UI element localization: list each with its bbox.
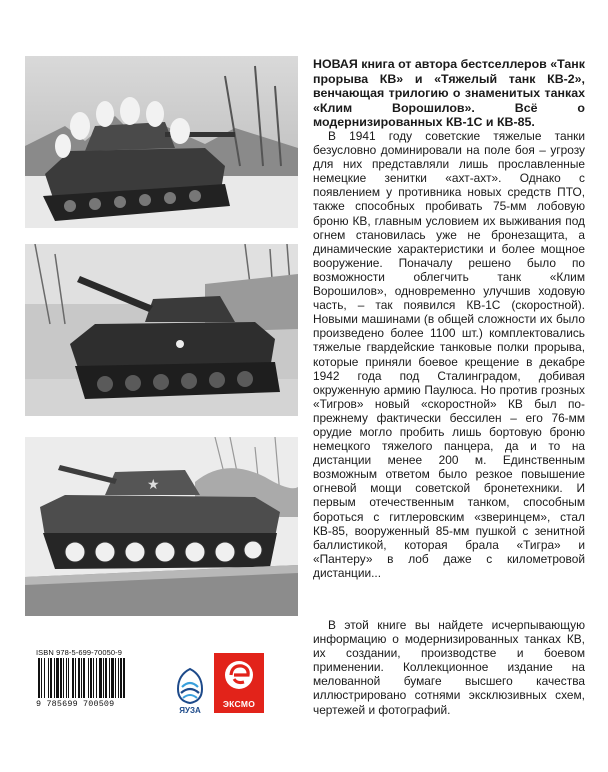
barcode-bar [44,658,45,698]
barcode-bar [48,658,49,698]
barcode-bar [115,658,116,698]
barcode-bar [75,658,76,698]
eksmo-logo-text: ЭКСМО [222,699,256,709]
barcode-bar [63,658,64,698]
barcode-bar [38,658,40,698]
yauza-emblem-icon [172,667,208,705]
intro-blurb: НОВАЯ книга от автора бестселлеров «Танк прорыва КВ» и «Тяжелый танк КВ-2», венчающая трилогию о знаменитых танках «Клим Ворошилов». Всё о модернизированных КВ-1С и КВ-85. [313,57,585,130]
barcode-bar [83,658,85,698]
yauza-logo-text: ЯУЗА [179,706,201,715]
barcode-bar [68,658,69,698]
barcode-bar [50,658,52,698]
description-paragraph-2: В этой книге вы найдете исчерпывающую информацию о модернизированных танках КВ, их создании, производстве и боевом применении. Коллекционное издание на мелованной бумаге высшего качества иллюстрировано сотнями эксклюзивных схем, чертежей и фотографий. [313,618,585,717]
photo-tank-kv85 [25,244,298,416]
barcode-bar [96,658,97,698]
barcode-bar [103,658,104,698]
barcode-bar [123,658,125,698]
barcode-bar [88,658,89,698]
barcode-bar [41,658,42,698]
isbn-number: ISBN 978-5-699-70050-9 [36,648,123,657]
barcode-bar [118,658,119,698]
barcode-bar [54,658,55,698]
yauza-logo [172,667,208,715]
barcode-bar [105,658,107,698]
barcode-bar [99,658,102,698]
barcode-bar [56,658,59,698]
photo-tank-winter [25,56,298,228]
barcode-bar [111,658,114,698]
barcode-bar [81,658,82,698]
barcode-bar [60,658,62,698]
barcode-bar [66,658,67,698]
photo-tank-monument [25,437,298,616]
barcode-bars [36,658,166,698]
svg-text:★: ★ [147,476,160,492]
eksmo-emblem-icon [214,653,264,699]
barcode-bar [90,658,92,698]
barcode-bar [78,658,80,698]
isbn-barcode [36,648,166,710]
description-paragraph-1: В 1941 году советские тяжелые танки безусловно доминировали на поле боя – угрозу для них представляли лишь прославленные немецкие зенитки «ахт-ахт». Однако с появлением у противника новых средств ПТО, также способных пробивать 75-мм лобовую броню КВ, главным условием их выживания под огнем становилась уже не бронезащита, а динамические характеристики и более мощное вооружение. Поначалу решено было по возможности облегчить танк «Клим Ворошилов», одновременно улучшив ходовую часть, – так появился КВ-1С (скоростной). Новыми машинами (в общей сложности их было произведено более 1100 шт.) комплектовались тяжелые гвардейские танковые полки прорыва, которые приняли боевое крещение в декабре 1942 года под Сталинградом, добивая окруженную армию Паулюса. Но против грозных «Тигров» новый «скоростной» КВ был по-прежнему фактически бессилен – его 76-мм орудие могло пробить лишь бортовую броню немецкого тяжелого панцера, да и то на дистанции менее 200 м. Единственным возможным ответом было резкое повышение огневой мощи советской бронетехники. И первым отечественным танком, способным бороться с гитлеровским «зверинцем», стал КВ-85, вооруженный 85-мм пушкой с зенитной баллистикой, которая брала «Тигра» и «Пантеру» в лоб даже с километровой дистанции... [313,129,585,580]
barcode-bar [109,658,110,698]
barcode-bar [93,658,94,698]
eksmo-logo [214,653,264,713]
barcode-bar [72,658,74,698]
barcode-bar [120,658,122,698]
barcode-digits: 9 785699 700509 [36,699,115,709]
